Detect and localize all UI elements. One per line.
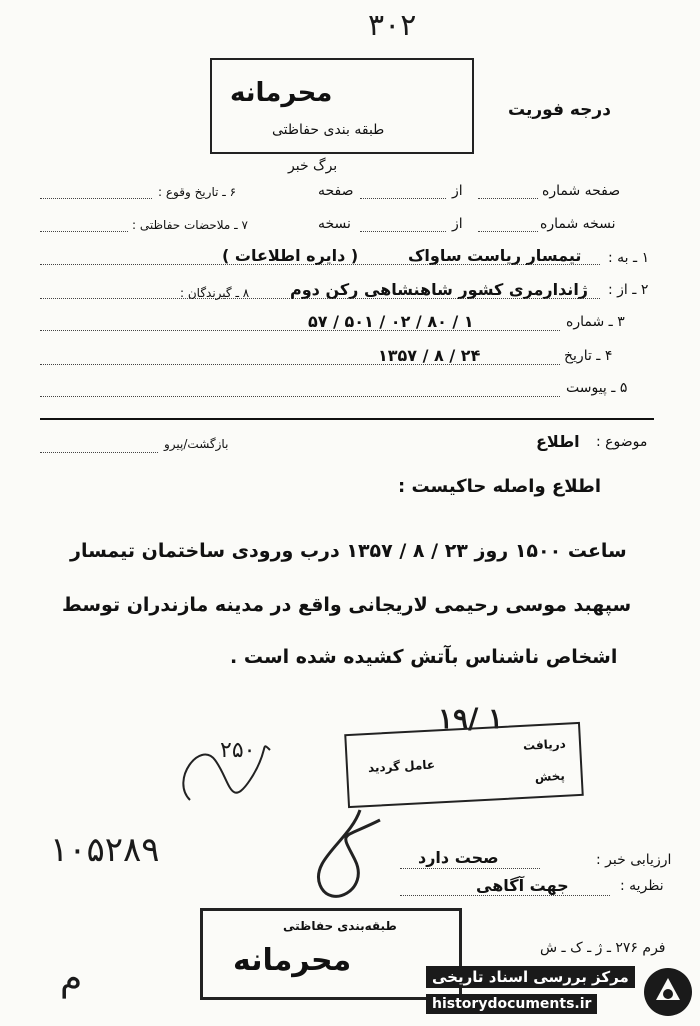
recipients-label: ۸ ـ گیرندگان :	[180, 286, 250, 300]
handwritten-mark-bottom-left: م	[60, 958, 83, 999]
handwritten-signature-icon	[300, 800, 390, 910]
form-title: برگ خبر	[288, 158, 338, 174]
opinion-value: جهت آگاهی	[476, 876, 569, 895]
dots	[478, 231, 538, 232]
security-notes-label: ۷ ـ ملاحضات حفاظتی :	[132, 218, 248, 232]
dots	[40, 330, 560, 331]
dots	[360, 231, 446, 232]
date-value: ۱۳۵۷ / ۸ / ۲۴	[378, 346, 481, 365]
attachment-label: ۵ ـ پیوست	[566, 380, 628, 396]
dots	[40, 198, 152, 199]
handwritten-mark-left: ۲۵۰	[220, 738, 256, 763]
page-word: صفحه	[318, 183, 354, 199]
date-label: ۴ ـ تاریخ	[564, 348, 613, 364]
form-code: فرم ۲۷۶ ـ ژ ـ ک ـ ش	[540, 940, 666, 956]
dots	[40, 264, 600, 265]
receipt-stamp-line1: دریافت	[522, 736, 567, 753]
body-line-1: ساعت ۱۵۰۰ روز ۲۳ / ۸ / ۱۳۵۷ درب ورودی ساختمان تیمسار	[70, 540, 627, 562]
copy-number-label: نسخه شماره	[540, 216, 616, 232]
assessment-value: صحت دارد	[418, 848, 499, 867]
watermark-org: مرکز بررسی اسناد تاریخی	[426, 966, 635, 988]
body-intro: اطلاع واصله حاکیست :	[398, 476, 602, 497]
to-dept: ( دایره اطلاعات )	[222, 246, 359, 265]
page-number: ۳۰۲	[368, 8, 417, 43]
from-label-2: از	[452, 216, 463, 232]
handwritten-big-number: ۱۰۵۲۸۹	[50, 830, 160, 870]
to-value: تیمسار ریاست ساواک	[408, 246, 582, 265]
number-value: ۵۷ / ۵۰۱ / ۰۲ / ۸۰ / ۱	[308, 312, 474, 331]
handwritten-number-right: ۱۹/ ۱	[438, 702, 504, 735]
assessment-label: ارزیابی خبر :	[596, 852, 672, 868]
receipt-stamp-line3: عامل گردید	[367, 757, 436, 776]
from2-label: ۲ ـ از :	[608, 282, 649, 298]
from-label-1: از	[452, 183, 463, 199]
receipt-stamp-line2: پخش	[534, 768, 566, 785]
dots	[478, 198, 538, 199]
subject-value: اطلاع	[536, 432, 580, 451]
classification-stamp-value: محرمانه	[230, 78, 333, 108]
dots	[40, 396, 560, 397]
watermark	[420, 958, 700, 1026]
occurrence-date-label: ۶ ـ تاریخ وقوع :	[158, 185, 237, 199]
classification-stamp-top	[210, 58, 474, 154]
receipt-stamp	[344, 722, 584, 808]
from2-value: ژاندارمری کشور شاهنشاهی رکن دوم	[290, 280, 589, 299]
dots	[40, 231, 128, 232]
body-line-2: سپهبد موسی رحیمی لاریجانی واقع در مدینه مازندران توسط	[62, 594, 632, 616]
handwritten-scribble-icon	[160, 720, 280, 820]
dots	[400, 868, 540, 869]
page-number-label: صفحه شماره	[542, 183, 621, 199]
reference-label: بازگشت/پیرو	[164, 437, 229, 451]
body-line-3: اشخاص ناشناس بآتش کشیده شده است .	[230, 646, 618, 668]
urgency-label: درجه فوریت	[508, 100, 611, 120]
number-label: ۳ ـ شماره	[566, 314, 625, 330]
watermark-url: historydocuments.ir	[426, 994, 597, 1014]
dots	[360, 198, 446, 199]
copy-word: نسخه	[318, 216, 351, 232]
classification-label: طبقه بندی حفاظتی	[272, 122, 385, 138]
dots	[40, 452, 158, 453]
divider-rule	[40, 418, 654, 420]
subject-label: موضوع :	[596, 434, 648, 450]
bottom-stamp-label: طبقه‌بندی حفاظتی	[283, 919, 397, 933]
dots	[400, 895, 610, 896]
bottom-stamp-value: محرمانه	[233, 943, 352, 978]
to-label: ۱ ـ به :	[608, 250, 650, 266]
history-logo-icon	[642, 964, 694, 1020]
dots	[40, 298, 600, 299]
opinion-label: نظریه :	[620, 878, 664, 894]
dots	[40, 364, 560, 365]
